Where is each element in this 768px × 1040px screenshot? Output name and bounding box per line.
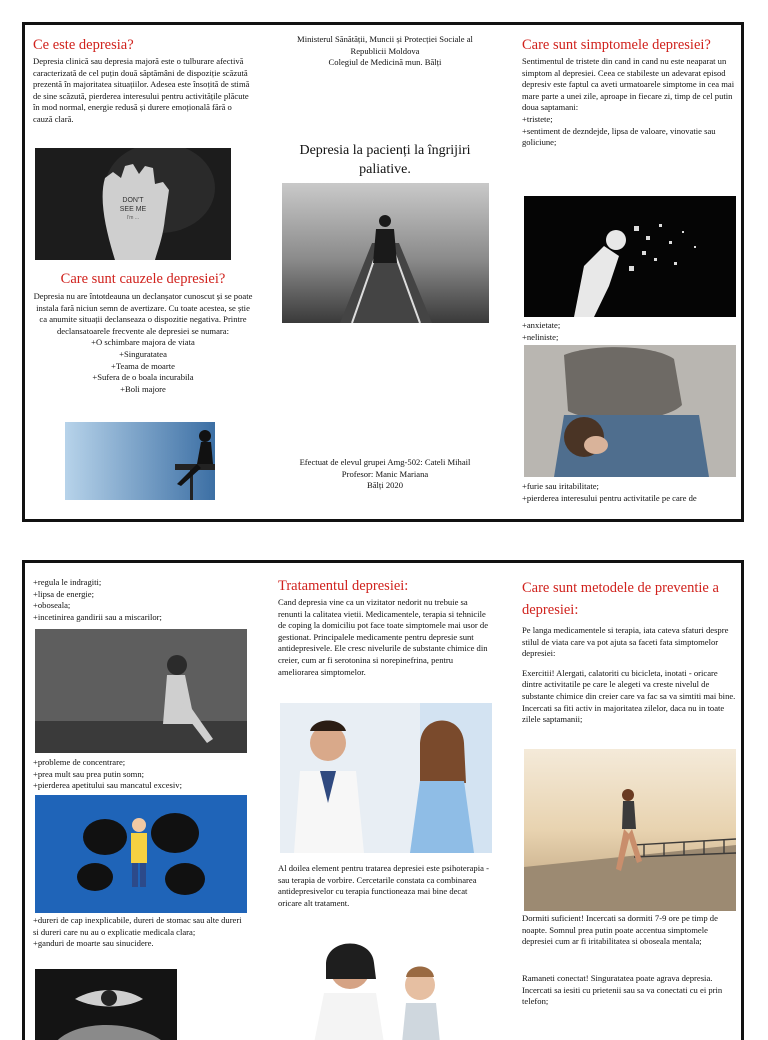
symptom-item: +ganduri de moarte sau sinucidere. xyxy=(33,938,154,949)
college-line: Colegiul de Medicină mun. Bălți xyxy=(328,57,442,68)
hand-sign-line-1: DON'T xyxy=(122,197,144,204)
photo-doctor-with-child xyxy=(280,919,492,1040)
symptom-item: +incetinirea gandirii sau a miscarilor; xyxy=(33,611,162,622)
heading-what-is-depression: Ce este depresia? xyxy=(33,37,134,53)
brochure-page-inside xyxy=(22,560,744,1040)
ministry-line: Ministerul Sănătății, Muncii și Protecției Sociale al xyxy=(297,34,473,44)
panel-what-is-depression xyxy=(33,25,253,519)
panel-prevention xyxy=(522,563,736,1040)
heading-prevention: Care sunt metodele de preventie a depresiei: xyxy=(522,580,719,618)
symptom-item: +tristete; xyxy=(522,113,553,124)
hand-sign-line-3: I'm ... xyxy=(126,215,140,221)
causes-item: +Teama de moarte xyxy=(111,360,175,371)
causes-item: +Singuratatea xyxy=(119,348,167,359)
brochure-page-outside xyxy=(22,22,744,522)
symptom-item: +regula le indragiti; xyxy=(33,577,102,587)
photo-doctor-and-patient xyxy=(280,703,492,853)
paragraph-treatment-medication: Cand depresia vine ca un vizitator nedorit nu trebuie sa renunti la calitatea vietii. Medicamentele, terapia si tehnicile de coping la domiciliu pot face toate simptomele mai usor de gestionat. Principalele medicamente pentru depresie sunt antidepresivele. Ele cresc nivelurile de substante chimice din creier, cum ar fi serotonina si norepinefrina, pentru ameliorarea simptomelor. xyxy=(278,597,489,677)
photo-woman-sitting-in-corner xyxy=(35,629,247,753)
heading-treatment: Tratamentul depresiei: xyxy=(278,578,409,594)
paragraph-causes: Depresia nu are întotdeauna un declanșator cunoscut și se poate instala fară niciun semn de avertizare. Cu toate acestea, se știe ca anumite situații declanseaza o dispozitie negativa. Printre declansatoarele frecvente ale depresiei se numara: xyxy=(33,291,253,336)
hand-sign-line-2: SEE ME xyxy=(119,206,147,213)
photo-sad-man-sitting xyxy=(65,422,215,500)
causes-item: +O schimbare majora de viata xyxy=(91,337,195,348)
paragraph-sleep: Dormiti suficient! Incercati sa dormiti 7-9 ore pe timp de noapte. Somnul prea putin poate accentua simptomele depresiei cum ar fi iritabilitatea si oboseala mentala; xyxy=(522,913,718,947)
symptom-item: +dureri de cap inexplicabile, dureri de stomac sau alte dureri si dureri care nu au o explicatie medicala clara; xyxy=(33,915,242,937)
symptom-item: +prea mult sau prea putin somn; xyxy=(33,768,145,779)
symptom-item: +lipsa de energie; xyxy=(33,588,95,599)
author-line: Efectuat de elevul grupei Amg-502: Cateli Mihail xyxy=(299,457,471,467)
panel-cover xyxy=(275,25,495,519)
symptom-item: +neliniste; xyxy=(522,331,559,342)
symptom-item: +sentiment de dezndejde, lipsa de valoare, vinovatie sau goliciune; xyxy=(522,125,716,148)
brochure-title: Depresia la pacienți la îngrijiri paliative. xyxy=(299,143,471,177)
causes-item: +Sufera de o boala incurabila xyxy=(92,372,194,383)
photo-disintegrating-figure xyxy=(524,196,736,317)
paragraph-exercise: Exercitii! Alergati, calatoriti cu bicicleta, inotati - oricare dintre activitatile pe care le alegeti va creste nivelul de substante chimice din creier care va fac sa va simtiti mai bine. Incercati sa fiti activ in majoritatea zilelor, daca nu in toate zilele saptamanii; xyxy=(522,667,736,725)
symptom-item: +anxietate; xyxy=(522,320,561,330)
paragraph-stay-connected: Ramaneti conectat! Singuratatea poate agrava depresia. Incercati sa iesiti cu prietenii sau sa va conectati cu ei prin telefon; xyxy=(522,973,723,1007)
ministry-line: Republicii Moldova xyxy=(350,45,420,56)
photo-hand-covering-face xyxy=(35,148,231,260)
paragraph-treatment-psychotherapy: Al doilea element pentru tratarea depresiei este psihoterapia - sau terapia de vorbire. Cercetarile constata ca combinarea antidepresivelor cu terapia functioneaza mai bine decat oricare alt tratament. xyxy=(278,863,489,908)
symptom-item: +probleme de concentrare; xyxy=(33,757,126,767)
paragraph-definition: Depresia clinică sau depresia majoră este o tulburare afectivă caracterizată de cel puțin două săptămâni de dispoziție scăzută prezentă în majoritatea situațiilor. Adesea este însoțită de stimă de sine scăzută, pierderea interesului pentru activitățile plăcute în mod normal, energie redusă și durere emoțională fără o cauză clară. xyxy=(33,56,250,124)
teacher-line: Profesor: Manic Mariana xyxy=(341,468,429,479)
symptom-item: +furie sau iritabilitate; xyxy=(522,481,599,491)
paragraph-prevention-intro: Pe langa medicamentele si terapia, iata cateva sfaturi despre stilul de viata care va pot ajuta sa faceti fata simptomelor depresiei: xyxy=(522,625,729,659)
panel-symptoms xyxy=(522,25,736,519)
causes-item: +Boli majore xyxy=(120,383,166,394)
paragraph-symptoms-intro: Sentimentul de tristete din cand in cand nu este neaparat un simptom al depresiei. Ceea ce stabileste un adevarat episod depresiv este faptul ca aveti urmatoarele simptome in cea mai mare parte a unei zile, aproape in fiecare zi, timp de cel putin doua saptamani: xyxy=(522,56,735,113)
heading-causes: Care sunt cauzele depresiei? xyxy=(60,271,226,287)
symptom-item: +pierderea apetitului sau mancatul excesiv; xyxy=(33,780,182,791)
photo-man-under-rock xyxy=(524,345,736,477)
panel-treatment xyxy=(278,563,494,1040)
photo-eye-closeup xyxy=(35,969,177,1040)
illustration-figure-with-shadows xyxy=(35,795,247,913)
panel-more-symptoms xyxy=(33,563,253,1040)
city-year-line: Bălți 2020 xyxy=(366,480,404,491)
photo-woman-running xyxy=(524,749,736,911)
symptom-item: +pierderea interesului pentru activitatile pe care de xyxy=(522,492,697,503)
symptom-item: +oboseala; xyxy=(33,600,71,611)
photo-person-on-rail-tracks xyxy=(282,183,489,323)
heading-symptoms: Care sunt simptomele depresiei? xyxy=(522,37,711,53)
